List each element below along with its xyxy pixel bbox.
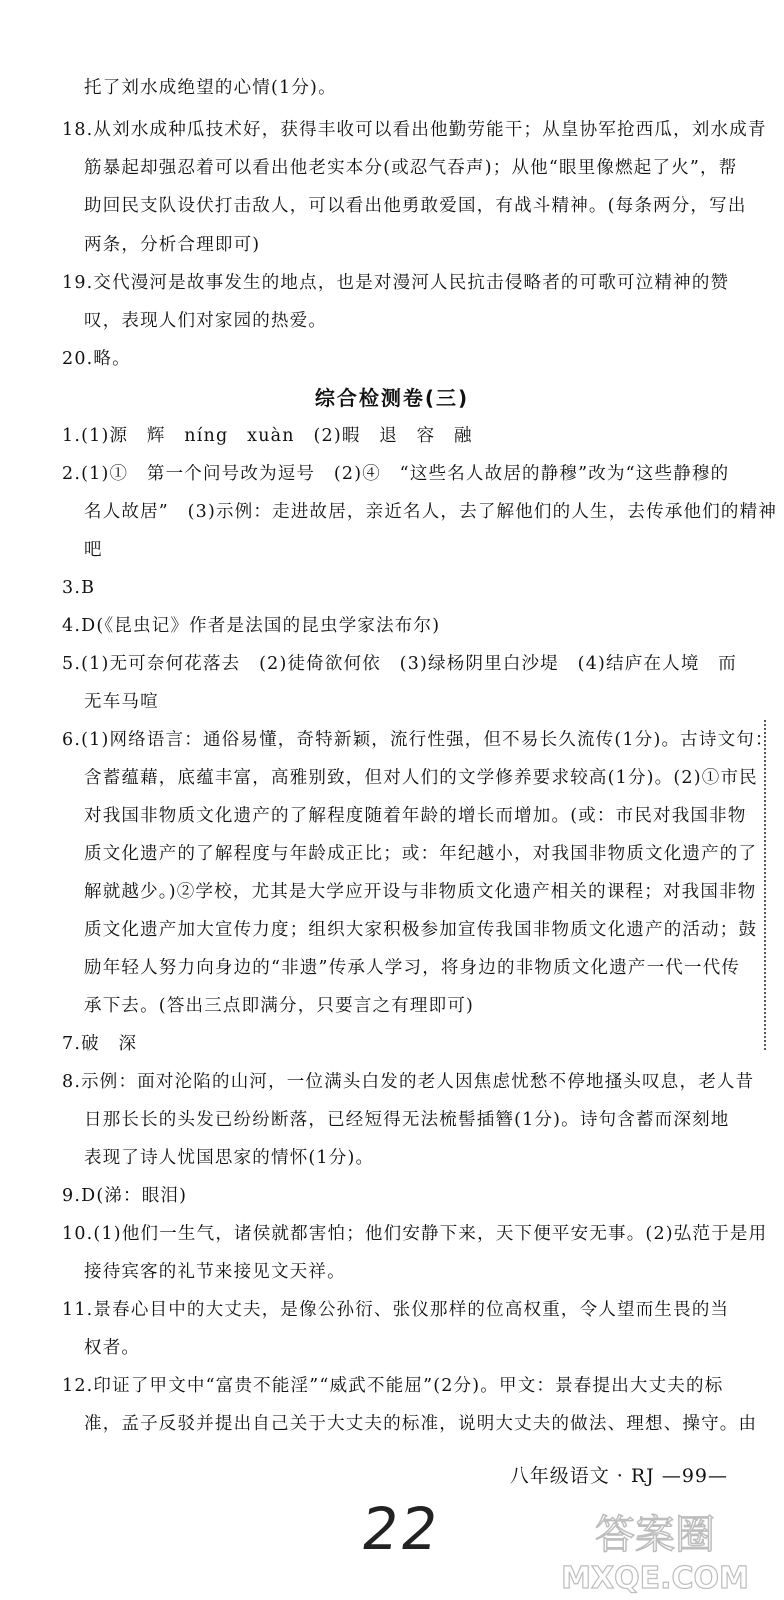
text-line: 10.(1)他们一生气，诸侯就都害怕；他们安静下来，天下便平安无事。(2)弘范于是用: [62, 1224, 768, 1244]
text-line: 质文化遗产的了解程度与年龄成正比；或：年纪越小，对我国非物质文化遗产的了: [84, 844, 758, 864]
text-line: 准，孟子反驳并提出自己关于大丈夫的标准，说明大丈夫的做法、理想、操守。由: [84, 1414, 758, 1434]
page-footer: 八年级语文 · RJ —99—: [509, 1465, 728, 1487]
text-line: 筋暴起却强忍着可以看出他老实本分(或忍气吞声)；从他“眼里像燃起了火”，帮: [84, 158, 738, 178]
text-line: 对我国非物质文化遗产的了解程度随着年龄的增长而增加。(或：市民对我国非物: [84, 806, 747, 826]
section-title: 综合检测卷(三): [314, 386, 470, 410]
watermark-text: 答案圈: [595, 1512, 715, 1558]
text-line: 承下去。(答出三点即满分，只要言之有理即可): [84, 996, 475, 1016]
text-line: 接待宾客的礼节来接见文天祥。: [84, 1262, 346, 1282]
text-line: 1.(1)源 辉 níng xuàn (2)暇 退 容 融: [62, 426, 473, 446]
text-line: 8.示例：面对沦陷的山河，一位满头白发的老人因焦虑忧愁不停地搔头叹息，老人昔: [62, 1072, 755, 1092]
binding-dotted-line: [764, 720, 766, 1050]
text-line: 7.破 深: [62, 1034, 138, 1054]
text-line: 名人故居” (3)示例：走进故居，亲近名人，去了解他们的人生，去传承他们的精神: [84, 502, 778, 522]
text-line: 12.印证了甲文中“富贵不能淫”“威武不能屈”(2分)。甲文：景春提出大丈夫的标: [62, 1376, 724, 1396]
text-line: 4.D(《昆虫记》作者是法国的昆虫学家法布尔): [62, 616, 441, 636]
text-line: 9.D(涕：眼泪): [62, 1186, 188, 1206]
text-line: 无车马喧: [84, 692, 159, 712]
text-line: 5.(1)无可奈何花落去 (2)徒倚欲何依 (3)绿杨阴里白沙堤 (4)结庐在人境 而: [62, 654, 737, 674]
text-line: 权者。: [84, 1338, 141, 1358]
text-line: 解就越少。)②学校，尤其是大学应开设与非物质文化遗产相关的课程；对我国非物: [84, 882, 757, 902]
text-line: 含蓄蕴藉，底蕴丰富，高雅别致，但对人们的文学修养要求较高(1分)。(2)①市民: [84, 768, 758, 788]
text-line: 吧: [84, 540, 103, 560]
text-line: 3.B: [62, 578, 96, 598]
text-line: 两条，分析合理即可): [84, 235, 261, 255]
text-line: 助回民支队设伏打击敌人，可以看出他勇敢爱国，有战斗精神。(每条两分，写出: [84, 196, 747, 216]
text-line: 质文化遗产加大宣传力度；组织大家积极参加宣传我国非物质文化遗产的活动；鼓: [84, 920, 758, 940]
text-line: 11.景春心目中的大丈夫，是像公孙衍、张仪那样的位高权重，令人望而生畏的当: [62, 1300, 730, 1320]
text-line: 18.从刘水成种瓜技术好，获得丰收可以看出他勤劳能干；从皇协军抢西瓜，刘水成青: [62, 120, 767, 140]
text-line: 励年轻人努力向身边的“非遗”传承人学习，将身边的非物质文化遗产一代一代传: [84, 958, 741, 978]
text-line: 表现了诗人忧国思家的情怀(1分)。: [84, 1148, 375, 1168]
text-line: 6.(1)网络语言：通俗易懂，奇特新颖，流行性强，但不易长久流传(1分)。古诗文句：: [62, 730, 774, 750]
handwritten-page-number: 22: [357, 1495, 445, 1563]
watermark-logo: [555, 1500, 765, 1595]
watermark-url: MXQE.COM: [561, 1561, 749, 1595]
text-line: 2.(1)① 第一个问号改为逗号 (2)④ “这些名人故居的静穆”改为“这些静穆的: [62, 464, 730, 484]
text-line: 20.略。: [62, 349, 131, 369]
text-line: 叹，表现人们对家园的热爱。: [84, 311, 328, 331]
text-line: 托了刘水成绝望的心情(1分)。: [84, 78, 337, 98]
text-line: 日那长长的头发已纷纷断落，已经短得无法梳髻插簪(1分)。诗句含蓄而深刻地: [84, 1110, 730, 1130]
text-line: 19.交代漫河是故事发生的地点，也是对漫河人民抗击侵略者的可歌可泣精神的赞: [62, 273, 730, 293]
